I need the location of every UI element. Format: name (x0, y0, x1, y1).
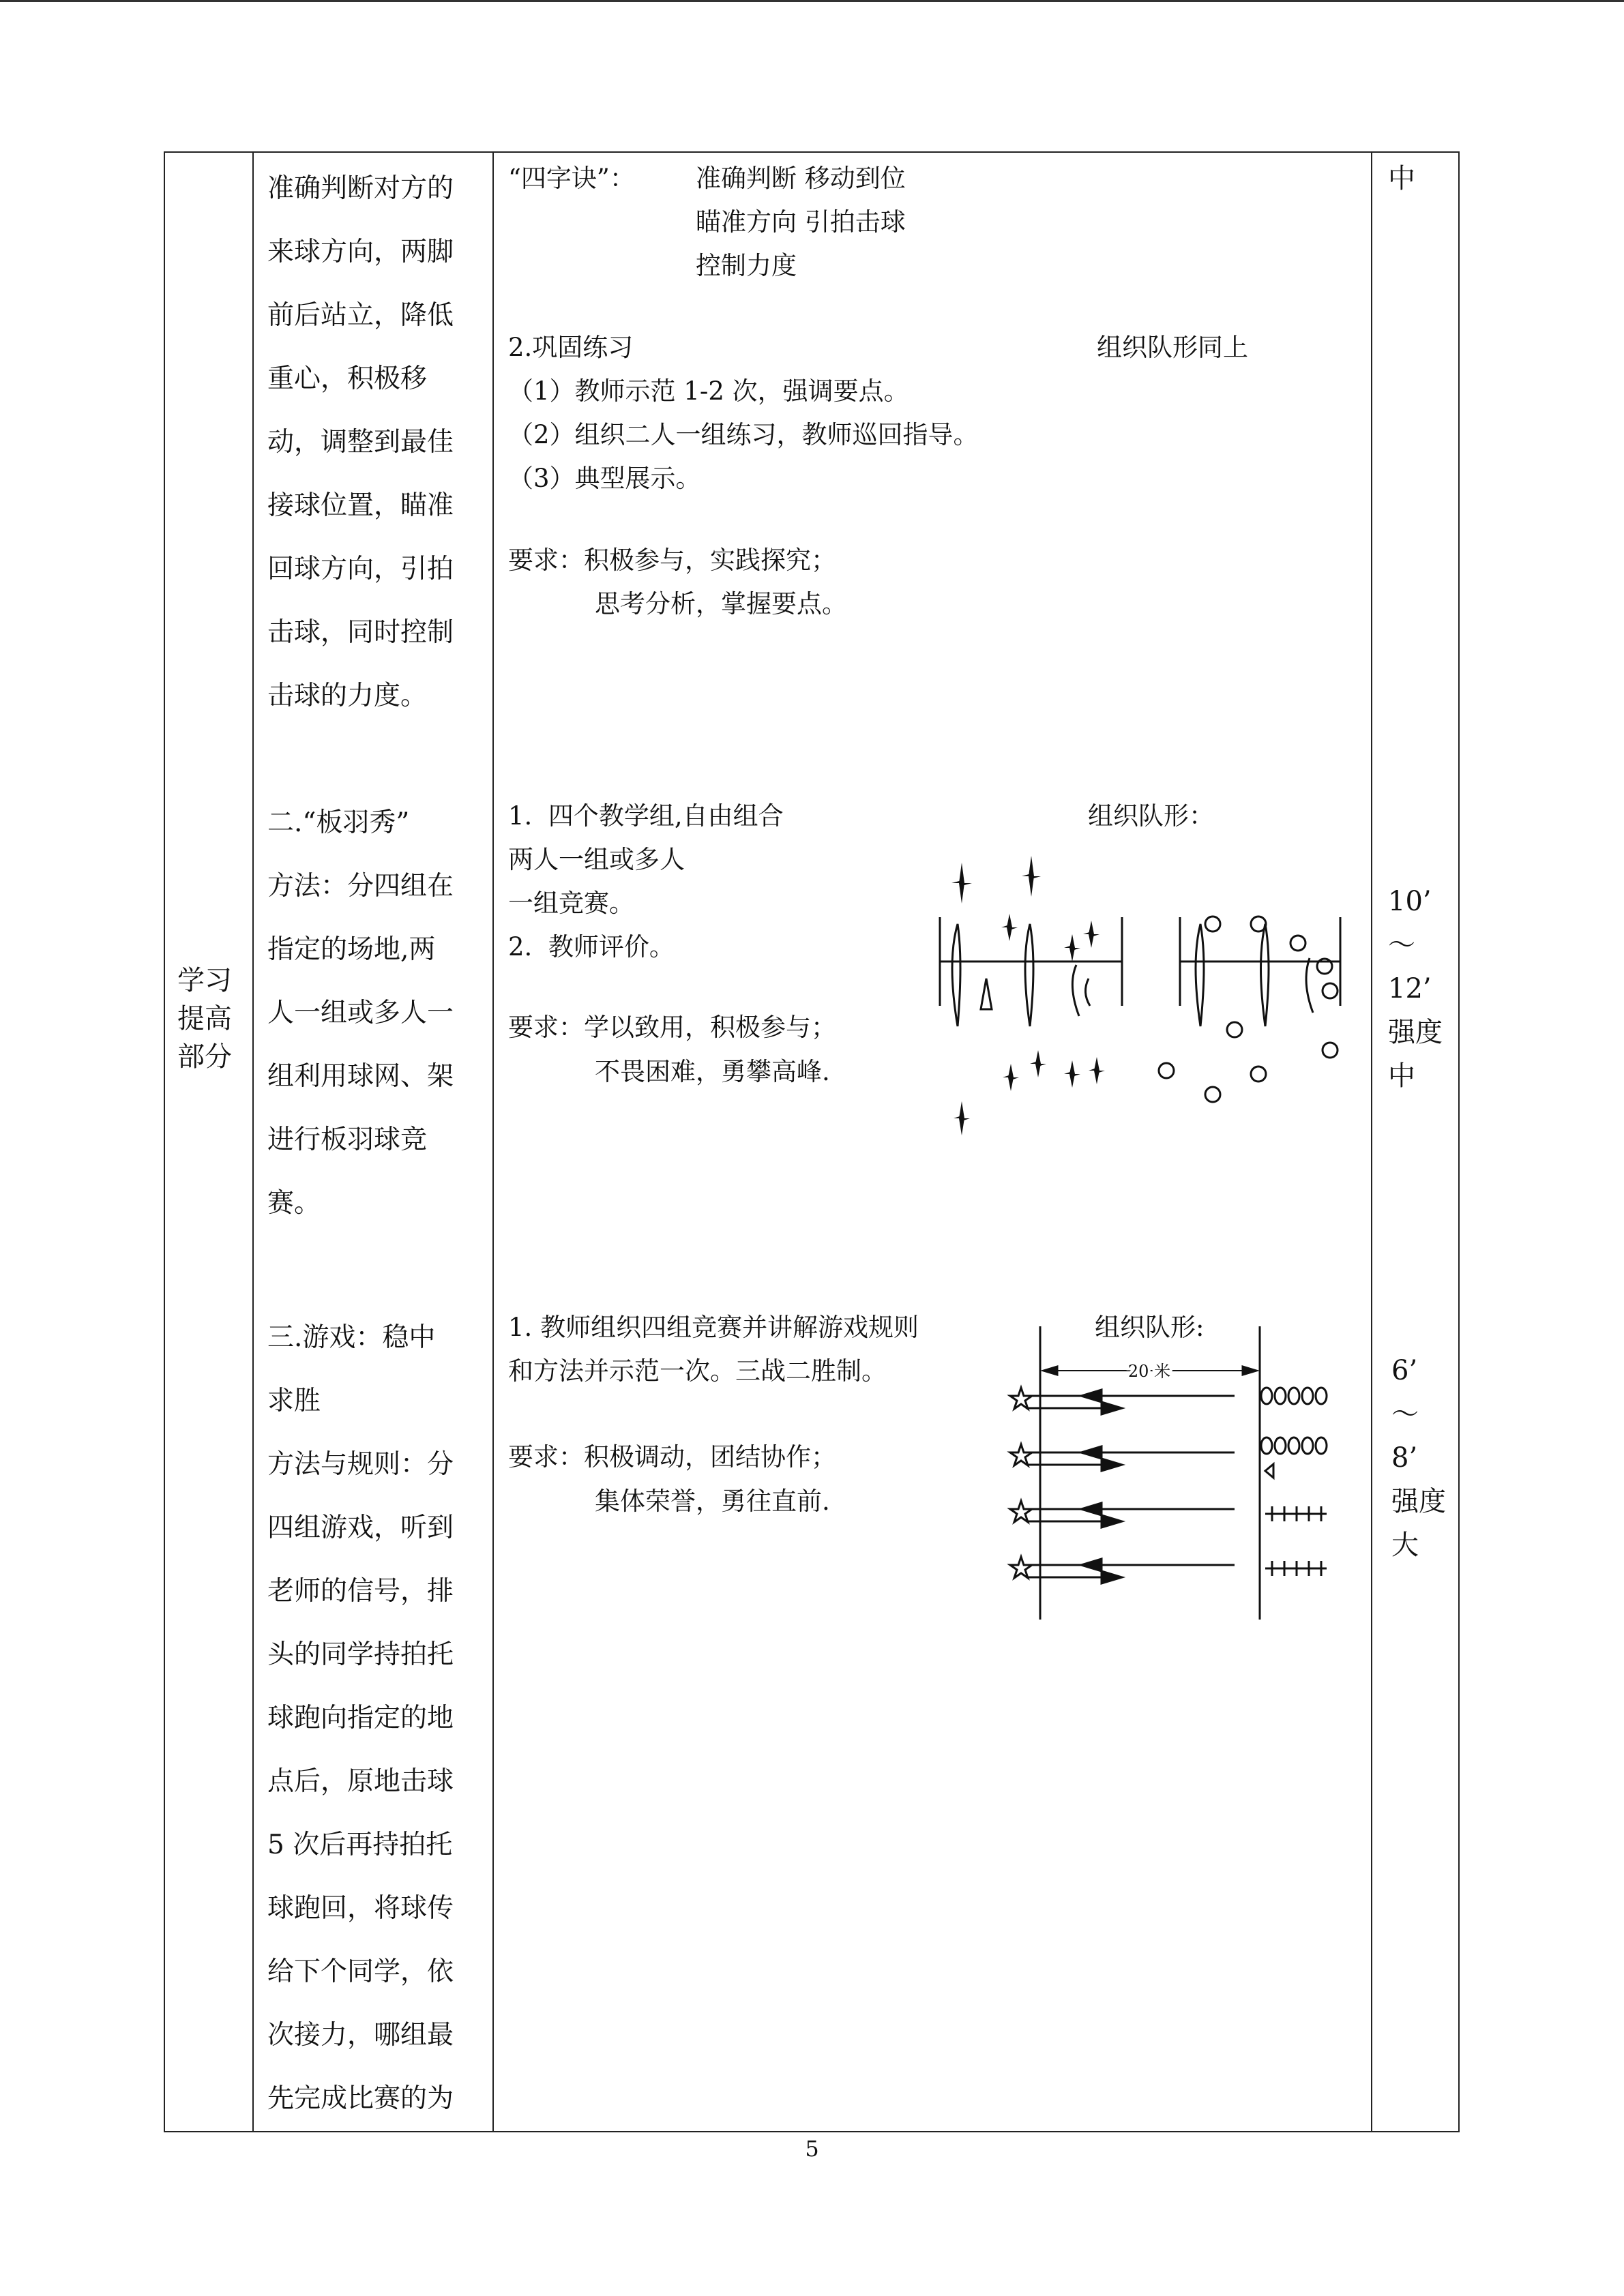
requirement-line: 要求：学以致用，积极参与； (508, 1013, 836, 1042)
requirement-line: 思考分析，掌握要点。 (595, 589, 847, 618)
content-line: 指定的场地,两 (267, 934, 436, 965)
column-divider-3 (1371, 151, 1372, 2132)
intensity-text: 中 (1388, 1060, 1415, 1092)
section-label-line: 部分 (177, 1041, 232, 1073)
content-line: 次接力，哪组最 (267, 2020, 454, 2051)
content-line: 球跑回，将球传 (267, 1893, 454, 1924)
relay-line: 1. 教师组织四组竞赛并讲解游戏规则 (508, 1313, 919, 1342)
formula-line: 瞄准方向 引拍击球 (696, 207, 906, 237)
formula-line: 控制力度 (696, 251, 797, 280)
practice-org-text: 组织队形同上 (1097, 333, 1248, 362)
section-label (177, 961, 246, 1076)
time-end: 12’ (1388, 973, 1432, 1004)
time-sep: ～ (1391, 1399, 1419, 1430)
content-line: 接球位置，瞄准 (267, 490, 454, 521)
content-line: 点后，原地击球 (267, 1766, 454, 1797)
intensity-label: 强度 (1391, 1486, 1446, 1517)
content-line: 人一组或多人一 (267, 998, 454, 1028)
column-divider-1 (252, 151, 254, 2132)
content-line: 老师的信号，排 (267, 1576, 454, 1607)
time-cell-2 (1388, 880, 1443, 1098)
content-line: 二.“板羽秀” (267, 807, 410, 838)
competition-text (508, 794, 784, 969)
requirement-2b (595, 1050, 830, 1094)
time-sep: ～ (1388, 929, 1415, 961)
content-line: 头的同学持拍托 (267, 1639, 454, 1670)
relay-text (508, 1306, 919, 1393)
competition-line: 一组竞赛。 (508, 889, 634, 918)
content-line: 给下个同学，依 (267, 1956, 454, 1987)
competition-line: 1. 四个教学组,自由组合 (508, 801, 784, 831)
content-line: 进行板羽球竞 (267, 1124, 428, 1155)
content-line: 回球方向，引拍 (267, 554, 454, 584)
requirement-line: 集体荣誉，勇往直前. (595, 1487, 830, 1516)
content-line: 组利用球网、架 (267, 1061, 454, 1092)
content-part3 (267, 1306, 486, 2130)
practice-step: （1）教师示范 1-2 次，强调要点。 (508, 376, 909, 406)
intensity-text: 大 (1391, 1530, 1419, 1561)
content-part1 (267, 157, 486, 728)
formula-lines (696, 157, 906, 288)
content-line: 球跑向指定的地 (267, 1703, 454, 1733)
requirement-line: 不畏困难，勇攀高峰. (595, 1057, 830, 1086)
content-line: 重心，积极移 (267, 363, 428, 394)
competition-line: 2. 教师评价。 (508, 932, 675, 961)
requirement-line: 要求：积极调动，团结协作； (508, 1442, 836, 1472)
requirement-1b (595, 582, 847, 626)
content-line: 赛。 (267, 1188, 321, 1219)
content-line: 三.游戏：稳中 (267, 1322, 436, 1353)
org-label-text: 组织队形: (1095, 1313, 1205, 1342)
content-line: 5 次后再持拍托 (267, 1830, 453, 1860)
section-label-line: 提高 (177, 1003, 232, 1034)
org-label-text: 组织队形： (1088, 801, 1214, 831)
relay-line: 和方法并示范一次。三战二胜制。 (508, 1356, 887, 1386)
practice-steps (508, 370, 979, 501)
formula-block (508, 157, 635, 200)
org-label-2 (1088, 794, 1214, 838)
requirement-1a (508, 539, 836, 582)
requirement-line: 要求：积极参与，实践探究； (508, 546, 836, 575)
column-divider-2 (492, 151, 494, 2132)
content-line: 先完成比赛的为 (267, 2083, 454, 2114)
time-start: 6’ (1391, 1355, 1418, 1386)
content-line: 前后站立，降低 (267, 300, 454, 331)
content-line: 四组游戏，听到 (267, 1512, 454, 1543)
practice-step: （3）典型展示。 (508, 464, 701, 493)
time-cell-3 (1391, 1349, 1446, 1567)
content-line: 方法与规则：分 (267, 1449, 454, 1480)
formula-label: “四字诀”： (508, 164, 635, 193)
requirement-3a (508, 1435, 836, 1479)
content-part2 (267, 791, 486, 1235)
formula-line: 准确判断 移动到位 (696, 164, 906, 193)
requirement-3b (595, 1480, 830, 1523)
top-border-line (0, 0, 1624, 2)
content-line: 准确判断对方的 (267, 173, 454, 204)
content-line: 方法：分四组在 (267, 871, 454, 901)
formation-diagram-nets (928, 856, 1364, 1142)
time-end: 8’ (1391, 1442, 1418, 1474)
practice-title-text: 2.巩固练习 (508, 333, 634, 362)
content-line: 击球，同时控制 (267, 617, 454, 648)
practice-org (1097, 326, 1248, 370)
time-start: 10’ (1388, 886, 1432, 917)
content-line: 动，调整到最佳 (267, 427, 454, 458)
content-line: 来球方向，两脚 (267, 237, 454, 267)
page-number: 5 (805, 2136, 819, 2162)
intensity-text: 中 (1388, 163, 1415, 194)
practice-title (508, 326, 633, 370)
distance-label: 20 米 (1127, 1362, 1171, 1381)
content-line: 击球的力度。 (267, 681, 428, 711)
time-cell-1 (1388, 157, 1415, 200)
section-label-line: 学习 (177, 965, 232, 996)
intensity-label: 强度 (1388, 1017, 1443, 1048)
competition-line: 两人一组或多人 (508, 845, 685, 874)
practice-step: （2）组织二人一组练习，教师巡回指导。 (508, 420, 979, 449)
requirement-2a (508, 1006, 836, 1049)
formation-diagram-relay (1006, 1320, 1340, 1626)
content-line: 求胜 (267, 1386, 321, 1416)
